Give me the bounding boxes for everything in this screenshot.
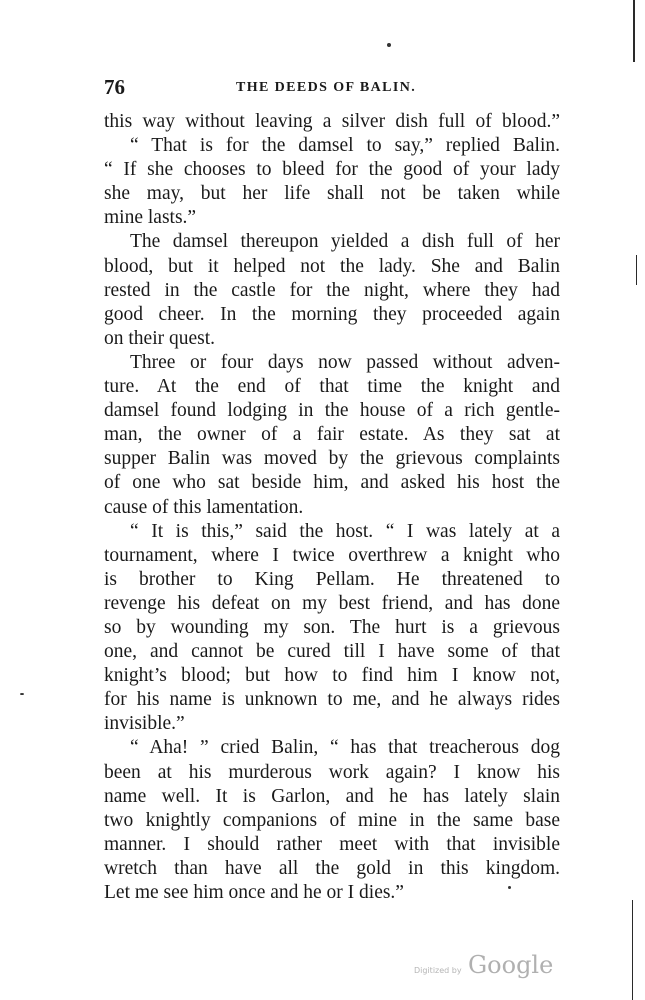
text-line: this way without leaving a silver dish full of blood.” bbox=[104, 111, 560, 132]
text-line: so by wounding my son. The hurt is a grievous bbox=[104, 616, 560, 638]
text-line: supper Balin was moved by the grievous complaints bbox=[104, 448, 560, 470]
running-title: THE DEEDS OF BALIN. bbox=[236, 80, 417, 95]
text-line: one, and cannot be cured till I have some of that bbox=[104, 641, 560, 663]
scan-margin-rule-top bbox=[633, 0, 635, 62]
google-logo: Google bbox=[468, 951, 554, 979]
scan-speck bbox=[387, 43, 391, 47]
text-line: man, the owner of a fair estate. As they sat at bbox=[104, 424, 560, 446]
text-line: “ If she chooses to bleed for the good of your lady bbox=[104, 159, 560, 181]
text-line: ture. At the end of that time the knight and bbox=[104, 376, 560, 398]
scan-margin-rule-bottom bbox=[632, 900, 633, 1000]
text-line: good cheer. In the morning they proceeded again bbox=[104, 303, 560, 325]
text-line: she may, but her life shall not be taken while bbox=[104, 183, 560, 205]
text-line: “ It is this,” said the host. “ I was lately at a bbox=[130, 520, 560, 542]
watermark-digitized-by: Digitized by bbox=[414, 966, 462, 975]
text-line: wretch than have all the gold in this kingdom. bbox=[104, 857, 560, 879]
text-line: of one who sat beside him, and asked his host the bbox=[104, 472, 560, 494]
text-line: blood, but it helped not the lady. She and Balin bbox=[104, 255, 560, 277]
text-line: two knightly companions of mine in the same base bbox=[104, 809, 560, 831]
scan-speck bbox=[508, 886, 511, 889]
text-line: knight’s blood; but how to find him I know not, bbox=[104, 665, 560, 687]
text-line: manner. I should rather meet with that invisible bbox=[104, 833, 560, 855]
text-line: revenge his defeat on my best friend, and has done bbox=[104, 592, 560, 614]
text-line: on their quest. bbox=[104, 327, 216, 349]
text-line: Let me see him once and he or I dies.” bbox=[104, 882, 404, 903]
text-line: damsel found lodging in the house of a rich gentle- bbox=[104, 400, 560, 422]
text-line: is brother to King Pellam. He threatened to bbox=[104, 568, 560, 590]
text-line: tournament, where I twice overthrew a knight who bbox=[104, 544, 560, 566]
text-line: for his name is unknown to me, and he always rides bbox=[104, 689, 560, 711]
text-line: mine lasts.” bbox=[104, 207, 197, 229]
text-line: rested in the castle for the night, where they had bbox=[104, 279, 560, 301]
text-line: “ That is for the damsel to say,” replied Balin. bbox=[130, 135, 560, 157]
page-header bbox=[104, 74, 560, 100]
google-watermark bbox=[414, 951, 554, 985]
scan-speck bbox=[20, 693, 24, 695]
text-line: name well. It is Garlon, and he has lately slain bbox=[104, 785, 560, 807]
text-line: Three or four days now passed without adven- bbox=[130, 351, 560, 373]
text-line: “ Aha! ” cried Balin, “ has that treacherous dog bbox=[130, 737, 560, 759]
scan-margin-rule-middle bbox=[636, 255, 637, 285]
page-number: 76 bbox=[104, 75, 125, 99]
body-text bbox=[104, 110, 560, 905]
text-line: invisible.” bbox=[104, 713, 185, 735]
text-line: The damsel thereupon yielded a dish full of her bbox=[130, 231, 560, 253]
text-line: been at his murderous work again? I know his bbox=[104, 761, 560, 783]
text-line: cause of this lamentation. bbox=[104, 496, 304, 518]
